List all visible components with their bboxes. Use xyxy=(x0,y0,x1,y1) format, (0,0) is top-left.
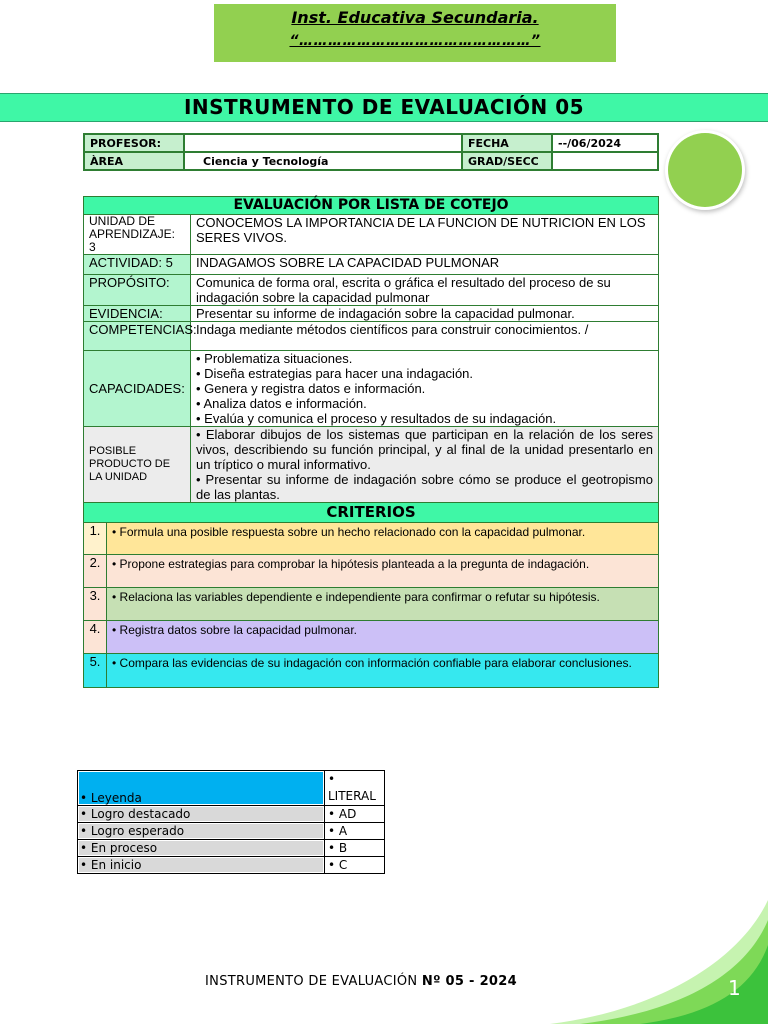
criterio-number: 4. xyxy=(84,621,107,654)
criterio-text: • Registra datos sobre la capacidad pulmonar. xyxy=(107,621,659,654)
competencia-value: Indaga mediante métodos científicos para construir conocimientos. / xyxy=(191,322,659,351)
criterio-row xyxy=(84,654,659,688)
legend-row-value: • A xyxy=(325,823,385,840)
producto-item: • Presentar su informe de indagación sobre cómo se produce el geotropismo de las plantas. xyxy=(196,472,653,502)
grado-value[interactable] xyxy=(552,152,658,170)
school-name: Inst. Educativa Secundaria. xyxy=(291,8,539,27)
area-label: ÀREA xyxy=(84,152,184,170)
profesor-label: PROFESOR: xyxy=(84,134,184,152)
producto-item: • Elaborar dibujos de los sistemas que participan en la relación de los seres vivos, describiendo su función principal, y al final de la unidad presentarlo en un tríptico o mural informativo. xyxy=(196,427,653,472)
info-table xyxy=(83,133,659,171)
legend-row-label: • En proceso xyxy=(78,840,325,857)
legend-row-value: • AD xyxy=(325,806,385,823)
actividad-value: INDAGAMOS SOBRE LA CAPACIDAD PULMONAR xyxy=(191,255,659,275)
criterio-row xyxy=(84,588,659,621)
footer-number: Nº 05 - 2024 xyxy=(421,974,517,989)
fecha-label: FECHA xyxy=(462,134,552,152)
criterios-heading: CRITERIOS xyxy=(84,503,659,523)
criterio-number: 5. xyxy=(84,654,107,688)
proposito-value: Comunica de forma oral, escrita o gráfica el resultado del proceso de su indagación sobre la capacidad pulmonar xyxy=(191,275,659,306)
fecha-value[interactable]: --/06/2024 xyxy=(552,134,658,152)
legend-row-label: • En inicio xyxy=(78,857,325,874)
criterio-number: 2. xyxy=(84,555,107,588)
proposito-label: PROPÓSITO: xyxy=(84,275,191,306)
legend-row-label: • Logro esperado xyxy=(78,823,325,840)
unidad-label: UNIDAD DE APRENDIZAJE: 3 xyxy=(84,215,191,255)
footer-text: INSTRUMENTO DE EVALUACIÓN Nº 05 - 2024 xyxy=(205,974,517,989)
legend-table xyxy=(77,770,385,874)
criterio-row xyxy=(84,621,659,654)
criterio-text: • Relaciona las variables dependiente e independiente para confirmar o refutar su hipótesis. xyxy=(107,588,659,621)
capacidad-item: • Problematiza situaciones. xyxy=(196,351,353,366)
area-value[interactable]: Ciencia y Tecnología xyxy=(184,152,462,170)
evidencia-value: Presentar su informe de indagación sobre la capacidad pulmonar. xyxy=(191,306,659,322)
criterio-number: 3. xyxy=(84,588,107,621)
evaluation-table xyxy=(83,196,659,688)
capacidad-item: • Analiza datos e información. xyxy=(196,396,367,411)
legend-row-label: • Logro destacado xyxy=(78,806,325,823)
school-header-box xyxy=(214,4,616,62)
legend-header-value: • LITERAL xyxy=(325,771,385,806)
legend-row-value: • C xyxy=(325,857,385,874)
decorative-swoosh xyxy=(540,900,768,1024)
legend-header-label: • Leyenda xyxy=(78,771,325,806)
capacidades-list xyxy=(191,351,659,427)
criterio-text: • Formula una posible respuesta sobre un hecho relacionado con la capacidad pulmonar. xyxy=(107,523,659,555)
lista-heading: EVALUACIÓN POR LISTA DE COTEJO xyxy=(84,197,659,215)
producto-value xyxy=(191,427,659,503)
actividad-label: ACTIVIDAD: 5 xyxy=(84,255,191,275)
capacidad-item: • Genera y registra datos e información. xyxy=(196,381,426,396)
criterio-row xyxy=(84,555,659,588)
criterio-text: • Compara las evidencias de su indagación con información confiable para elaborar conclusiones. xyxy=(107,654,659,688)
legend-row-value: • B xyxy=(325,840,385,857)
capacidad-item: • Diseña estrategias para hacer una indagación. xyxy=(196,366,474,381)
criterio-number: 1. xyxy=(84,523,107,555)
capacidad-item: • Evalúa y comunica el proceso y resultados de su indagación. xyxy=(196,411,557,426)
criterio-row xyxy=(84,523,659,555)
unidad-value: CONOCEMOS LA IMPORTANCIA DE LA FUNCION DE NUTRICION EN LOS SERES VIVOS. xyxy=(191,215,659,255)
school-quote: “…………………………………………” xyxy=(289,33,541,49)
producto-label: POSIBLE PRODUCTO DE LA UNIDAD xyxy=(84,427,191,503)
competencia-label: COMPETENCIAS: xyxy=(84,322,191,351)
decorative-circle xyxy=(668,133,742,207)
grado-label: GRAD/SECC xyxy=(462,152,552,170)
page-number: 1 xyxy=(728,976,741,1000)
criterio-text: • Propone estrategias para comprobar la hipótesis planteada a la pregunta de indagación. xyxy=(107,555,659,588)
document-title: INSTRUMENTO DE EVALUACIÓN 05 xyxy=(0,93,768,122)
profesor-value[interactable] xyxy=(184,134,462,152)
capacidades-label: CAPACIDADES: xyxy=(84,351,191,427)
evidencia-label: EVIDENCIA: xyxy=(84,306,191,322)
